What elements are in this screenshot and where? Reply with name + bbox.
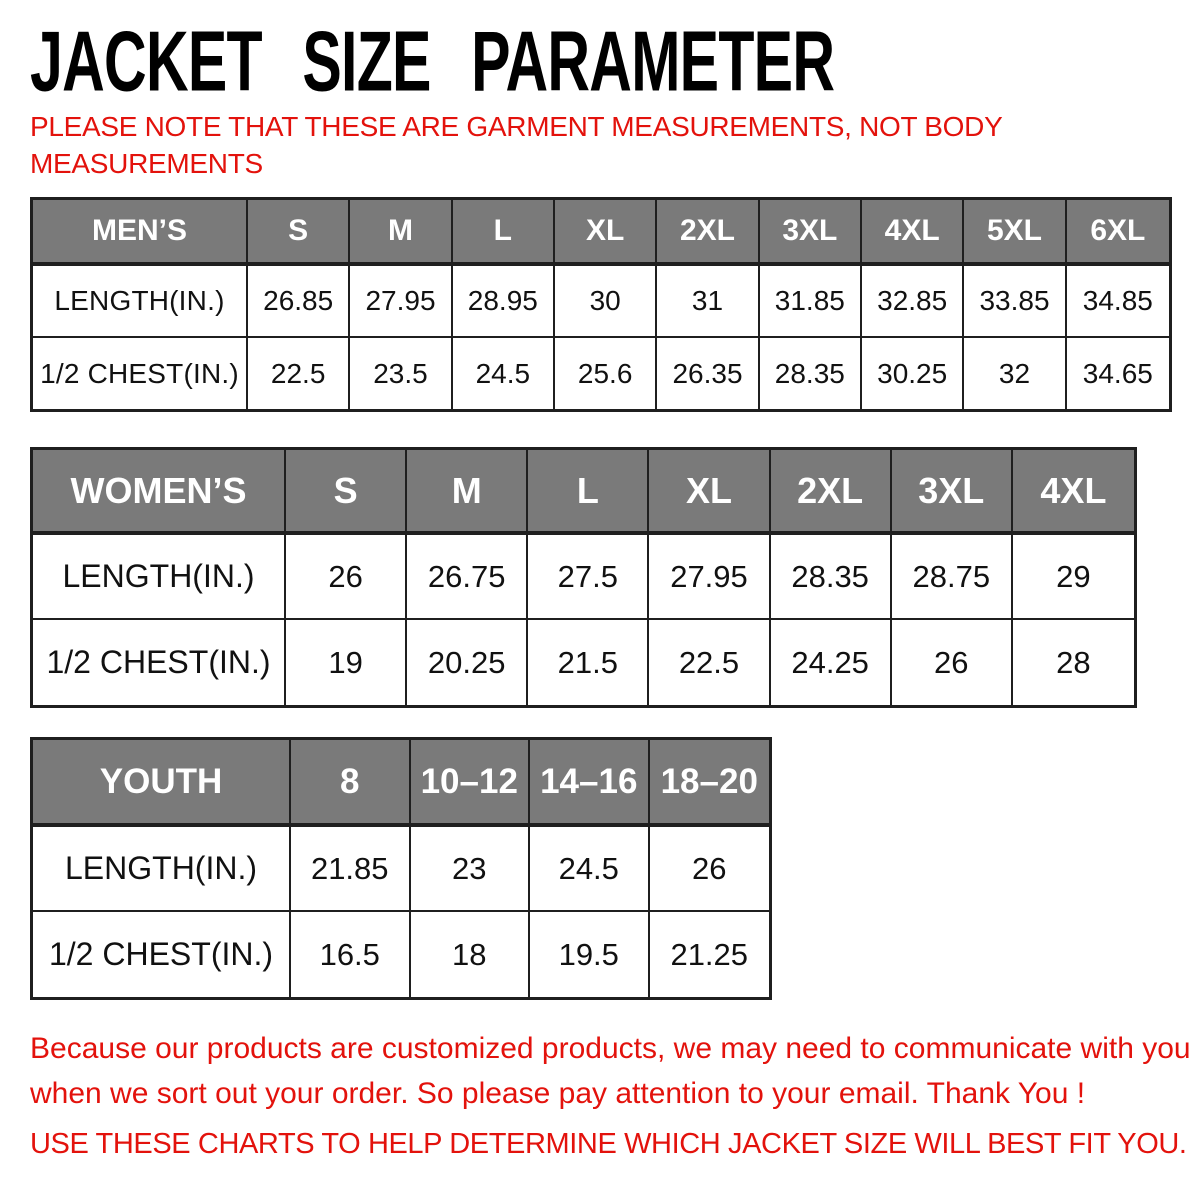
womens-length-value: 29	[1013, 535, 1134, 620]
mens-length-value: 27.95	[350, 266, 452, 338]
womens-chest-value: 24.25	[771, 620, 892, 705]
customization-notice-line-1: Because our products are customized products, we may need to communicate with you	[30, 1032, 1191, 1065]
customization-notice-line-2: when we sort out your order. So please pay attention to your email. Thank You !	[30, 1077, 1086, 1110]
youth-size-header-18-20: 18–20	[650, 740, 770, 827]
mens-length-value: 34.85	[1067, 266, 1169, 338]
mens-size-header-xl: XL	[555, 200, 657, 266]
youth-chest-value: 21.25	[650, 912, 770, 997]
womens-size-header-m: M	[407, 450, 528, 535]
mens-size-header-l: L	[453, 200, 555, 266]
youth-size-header-8: 8	[291, 740, 411, 827]
mens-length-value: 31.85	[760, 266, 862, 338]
womens-table-title: WOMEN’S	[33, 450, 286, 535]
youth-size-table	[30, 737, 772, 1000]
youth-table-title: YOUTH	[33, 740, 291, 827]
mens-length-value: 30	[555, 266, 657, 338]
mens-size-table	[30, 197, 1172, 412]
mens-length-value: 28.95	[453, 266, 555, 338]
mens-length-value: 26.85	[248, 266, 350, 338]
youth-chest-value: 19.5	[530, 912, 650, 997]
youth-length-row-label: LENGTH(IN.)	[33, 827, 291, 912]
womens-size-header-2xl: 2XL	[771, 450, 892, 535]
womens-length-value: 28.35	[771, 535, 892, 620]
mens-chest-value: 25.6	[555, 338, 657, 409]
garment-measurement-note	[30, 108, 1002, 182]
youth-chest-row-label: 1/2 CHEST(IN.)	[33, 912, 291, 997]
youth-chest-value: 16.5	[291, 912, 411, 997]
womens-chest-value: 20.25	[407, 620, 528, 705]
mens-length-row-label: LENGTH(IN.)	[33, 266, 248, 338]
womens-size-header-xl: XL	[649, 450, 770, 535]
mens-chest-value: 22.5	[248, 338, 350, 409]
womens-size-header-4xl: 4XL	[1013, 450, 1134, 535]
mens-chest-value: 34.65	[1067, 338, 1169, 409]
womens-size-header-3xl: 3XL	[892, 450, 1013, 535]
womens-chest-value: 26	[892, 620, 1013, 705]
youth-size-header-10-12: 10–12	[411, 740, 531, 827]
womens-length-row-label: LENGTH(IN.)	[33, 535, 286, 620]
mens-size-header-m: M	[350, 200, 452, 266]
mens-size-header-6xl: 6XL	[1067, 200, 1169, 266]
womens-chest-row-label: 1/2 CHEST(IN.)	[33, 620, 286, 705]
womens-chest-value: 19	[286, 620, 407, 705]
youth-length-value: 21.85	[291, 827, 411, 912]
womens-length-value: 27.5	[528, 535, 649, 620]
mens-chest-value: 23.5	[350, 338, 452, 409]
womens-chest-value: 22.5	[649, 620, 770, 705]
womens-size-header-l: L	[528, 450, 649, 535]
womens-length-value: 28.75	[892, 535, 1013, 620]
mens-chest-value: 30.25	[862, 338, 964, 409]
chart-usage-note: USE THESE CHARTS TO HELP DETERMINE WHICH JACKET SIZE WILL BEST FIT YOU.	[30, 1128, 1187, 1160]
mens-chest-row-label: 1/2 CHEST(IN.)	[33, 338, 248, 409]
mens-length-value: 32.85	[862, 266, 964, 338]
mens-length-value: 31	[657, 266, 759, 338]
customization-notice	[30, 1026, 1191, 1116]
page-title: JACKET SIZE PARAMETER	[30, 14, 835, 110]
womens-size-table	[30, 447, 1137, 708]
mens-size-header-5xl: 5XL	[964, 200, 1066, 266]
youth-length-value: 24.5	[530, 827, 650, 912]
youth-chest-value: 18	[411, 912, 531, 997]
womens-chest-value: 21.5	[528, 620, 649, 705]
mens-length-value: 33.85	[964, 266, 1066, 338]
womens-size-header-s: S	[286, 450, 407, 535]
womens-length-value: 26	[286, 535, 407, 620]
youth-size-header-14-16: 14–16	[530, 740, 650, 827]
mens-chest-value: 28.35	[760, 338, 862, 409]
mens-size-header-4xl: 4XL	[862, 200, 964, 266]
mens-chest-value: 26.35	[657, 338, 759, 409]
mens-size-header-s: S	[248, 200, 350, 266]
mens-chest-value: 24.5	[453, 338, 555, 409]
youth-length-value: 23	[411, 827, 531, 912]
youth-length-value: 26	[650, 827, 770, 912]
note-line-1: PLEASE NOTE THAT THESE ARE GARMENT MEASUREMENTS, NOT BODY	[30, 111, 1003, 142]
womens-length-value: 26.75	[407, 535, 528, 620]
mens-size-header-2xl: 2XL	[657, 200, 759, 266]
womens-length-value: 27.95	[649, 535, 770, 620]
mens-table-title: MEN’S	[33, 200, 248, 266]
mens-chest-value: 32	[964, 338, 1066, 409]
mens-size-header-3xl: 3XL	[760, 200, 862, 266]
note-line-2: MEASUREMENTS	[30, 148, 263, 179]
womens-chest-value: 28	[1013, 620, 1134, 705]
